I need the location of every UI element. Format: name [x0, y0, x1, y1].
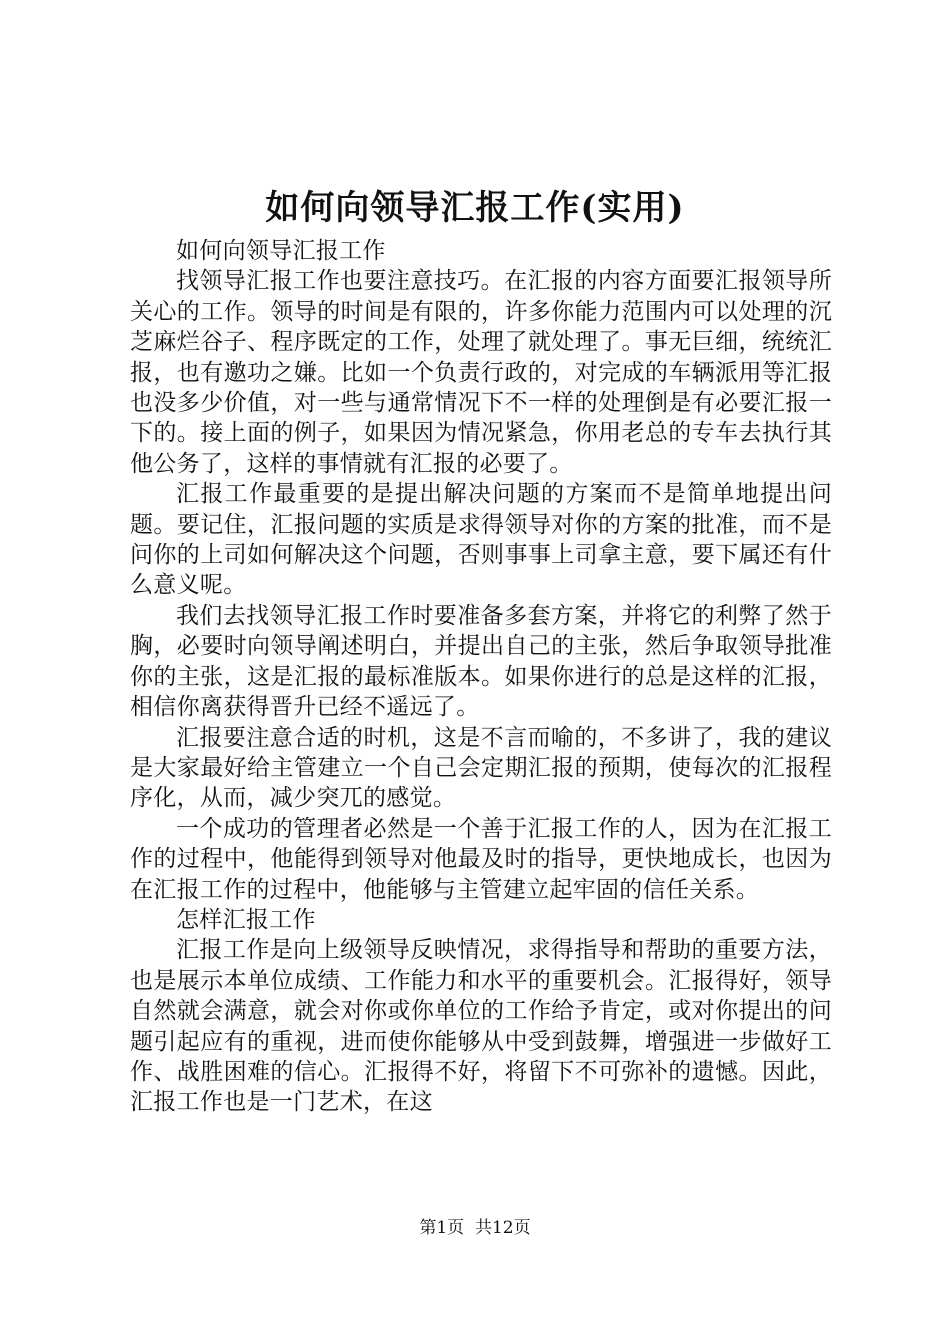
page-footer	[0, 1216, 950, 1240]
document-title: 如何向领导汇报工作(实用)	[265, 188, 685, 228]
document-body	[130, 236, 832, 1118]
section-heading: 怎样汇报工作	[176, 906, 316, 933]
paragraph: 找领导汇报工作也要注意技巧。在汇报的内容方面要汇报领导所关心的工作。领导的时间是有限的，许多你能力范围内可以处理的沉芝麻烂谷子、程序既定的工作，处理了就处理了。事无巨细，统统汇报，也有邀功之嫌。比如一个负责行政的，对完成的车辆派用等汇报也没多少价值，对一些与通常情况下不一样的处理倒是有必要汇报一下的。接上面的例子，如果因为情况紧急，你用老总的专车去执行其他公务了，这样的事情就有汇报的必要了。	[130, 268, 832, 477]
paragraph: 汇报工作最重要的是提出解决问题的方案而不是简单地提出问题。要记住，汇报问题的实质是求得领导对你的方案的批准，而不是问你的上司如何解决这个问题，否则事事上司拿主意，要下属还有什么意义呢。	[130, 481, 832, 599]
section-heading: 如何向领导汇报工作	[176, 238, 386, 264]
paragraph: 一个成功的管理者必然是一个善于汇报工作的人，因为在汇报工作的过程中，他能得到领导对他最及时的指导，更快地成长，也因为在汇报工作的过程中，他能够与主管建立起牢固的信任关系。	[130, 815, 832, 903]
page-number: 第1页 共12页	[419, 1218, 531, 1238]
paragraph: 汇报工作是向上级领导反映情况，求得指导和帮助的重要方法，也是展示本单位成绩、工作能力和水平的重要机会。汇报得好，领导自然就会满意，就会对你或你单位的工作给予肯定，或对你提出的问题引起应有的重视，进而使你能够从中受到鼓舞，增强进一步做好工作、战胜困难的信心。汇报得不好，将留下不可弥补的遗憾。因此，汇报工作也是一门艺术，在这	[130, 937, 832, 1116]
paragraph: 汇报要注意合适的时机，这是不言而喻的，不多讲了，我的建议是大家最好给主管建立一个自己会定期汇报的预期，使每次的汇报程序化，从而，减少突兀的感觉。	[130, 724, 832, 812]
paragraph: 我们去找领导汇报工作时要准备多套方案，并将它的利弊了然于胸，必要时向领导阐述明白，并提出自己的主张，然后争取领导批准你的主张，这是汇报的最标准版本。如果你进行的总是这样的汇报，相信你离获得晋升已经不遥远了。	[130, 602, 832, 721]
